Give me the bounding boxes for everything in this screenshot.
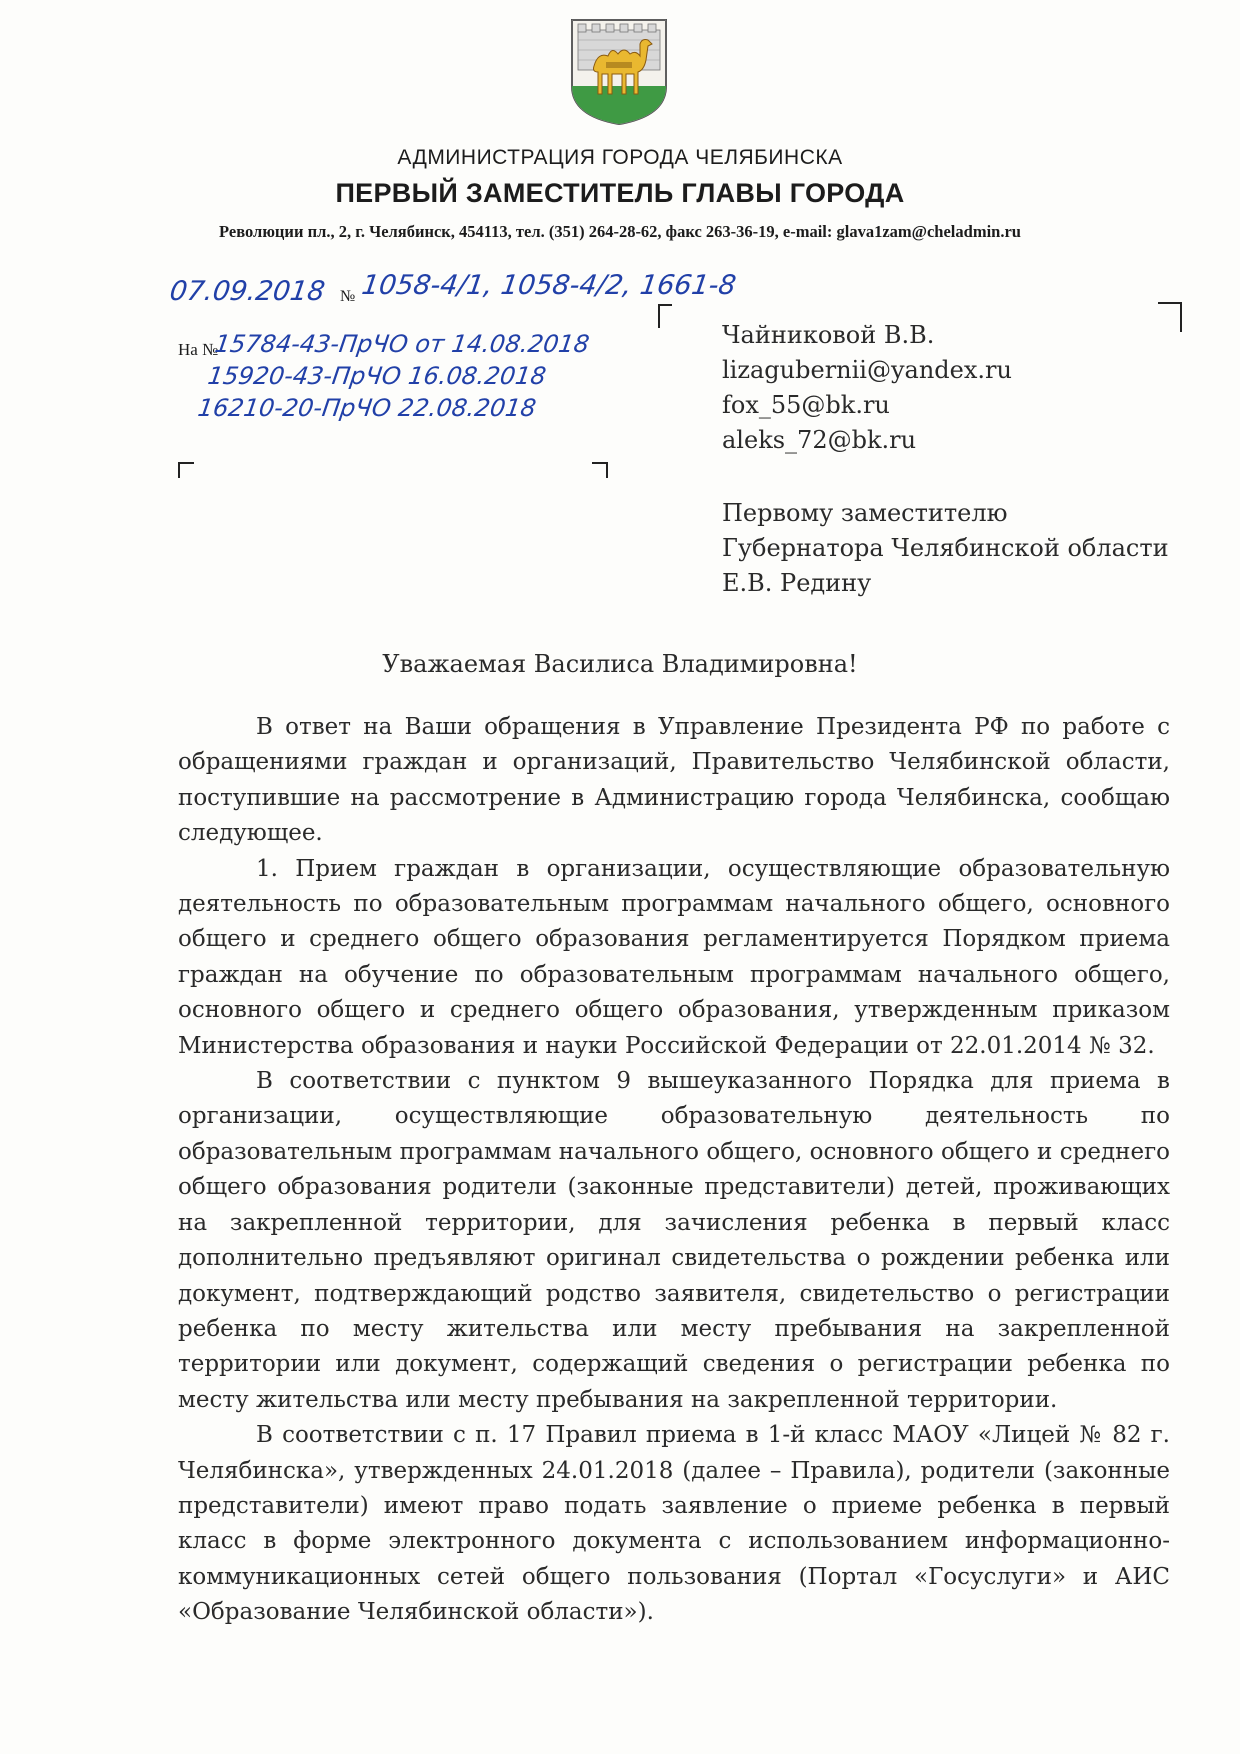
incoming-reference: 16210-20-ПрЧО 22.08.2018 bbox=[196, 394, 538, 422]
addressee-line: aleks_72@bk.ru bbox=[722, 426, 917, 454]
outgoing-number-label: № bbox=[340, 288, 356, 305]
outgoing-date: 07.09.2018 bbox=[167, 276, 327, 307]
official-title: ПЕРВЫЙ ЗАМЕСТИТЕЛЬ ГЛАВЫ ГОРОДА bbox=[335, 178, 905, 208]
field-corner-mark bbox=[178, 462, 194, 478]
salutation: Уважаемая Василиса Владимировна! bbox=[382, 650, 858, 678]
body-paragraph: 1. Прием граждан в организации, осуществляющие образовательную деятельность по образовательным программам начального общего, основного общего и среднего общего образования регламентируется Порядком приема граждан на обучение по образовательным программам начального общего, основного общего и среднего общего образования, утвержденным приказом Министерства образования и науки Российской Федерации от 22.01.2014 № 32. bbox=[178, 855, 1170, 1059]
addressee-line: lizagubernii@yandex.ru bbox=[722, 356, 1012, 384]
incoming-reference-label: На № bbox=[178, 340, 219, 359]
field-corner-mark bbox=[592, 462, 608, 478]
addressee-line: Первому заместителю bbox=[722, 499, 1008, 527]
organization-name: АДМИНИСТРАЦИЯ ГОРОДА ЧЕЛЯБИНСКА bbox=[397, 146, 843, 169]
addressee-line: Губернатора Челябинской области bbox=[722, 534, 1169, 562]
body-paragraph: В ответ на Ваши обращения в Управление Президента РФ по работе с обращениями граждан и организаций, Правительство Челябинской области, поступившие на рассмотрение в Администрацию города Челябинска, сообщаю следующее. bbox=[178, 714, 1170, 847]
addressee-block bbox=[722, 318, 1169, 601]
addressee-line: fox_55@bk.ru bbox=[722, 391, 890, 419]
incoming-reference: 15920-43-ПрЧО 16.08.2018 bbox=[206, 362, 548, 390]
outgoing-number: 1058-4/1, 1058-4/2, 1661-8 bbox=[359, 270, 738, 301]
field-corner-mark bbox=[658, 304, 672, 328]
city-coat-of-arms-icon bbox=[568, 16, 670, 128]
organization-address: Революции пл., 2, г. Челябинск, 454113, тел. (351) 264-28-62, факс 263-36-19, e-mail: glava1zam@cheladmin.ru bbox=[219, 222, 1021, 241]
addressee-line: Е.В. Редину bbox=[722, 569, 872, 597]
incoming-reference: 15784-43-ПрЧО от 14.08.2018 bbox=[213, 330, 592, 358]
body-paragraph: В соответствии с пунктом 9 вышеуказанного Порядка для приема в организации, осуществляющие образовательную деятельность по образовательным программам начального общего, основного общего и среднего общего образования родители (законные представители) детей, проживающих на закрепленной территории, для зачисления ребенка в первый класс дополнительно предъявляют оригинал свидетельства о рождении ребенка или документ, подтверждающий родство заявителя, свидетельство о регистрации ребенка по месту жительства или месту пребывания на закрепленной территории или документ, содержащий сведения о регистрации ребенка по месту жительства или месту пребывания на закрепленной территории. bbox=[178, 1068, 1170, 1413]
addressee-line: Чайниковой В.В. bbox=[722, 321, 935, 349]
body-paragraph: В соответствии с п. 17 Правил приема в 1-й класс МАОУ «Лицей № 82 г. Челябинска», утвержденных 24.01.2018 (далее – Правила), родители (законные представители) имеют право подать заявление о приеме ребенка в первый класс в форме электронного документа с использованием информационно-коммуникационных сетей общего пользования (Портал «Госуслуги» и АИС «Образование Челябинской области»). bbox=[178, 1422, 1170, 1626]
letter-body bbox=[178, 710, 1170, 1631]
